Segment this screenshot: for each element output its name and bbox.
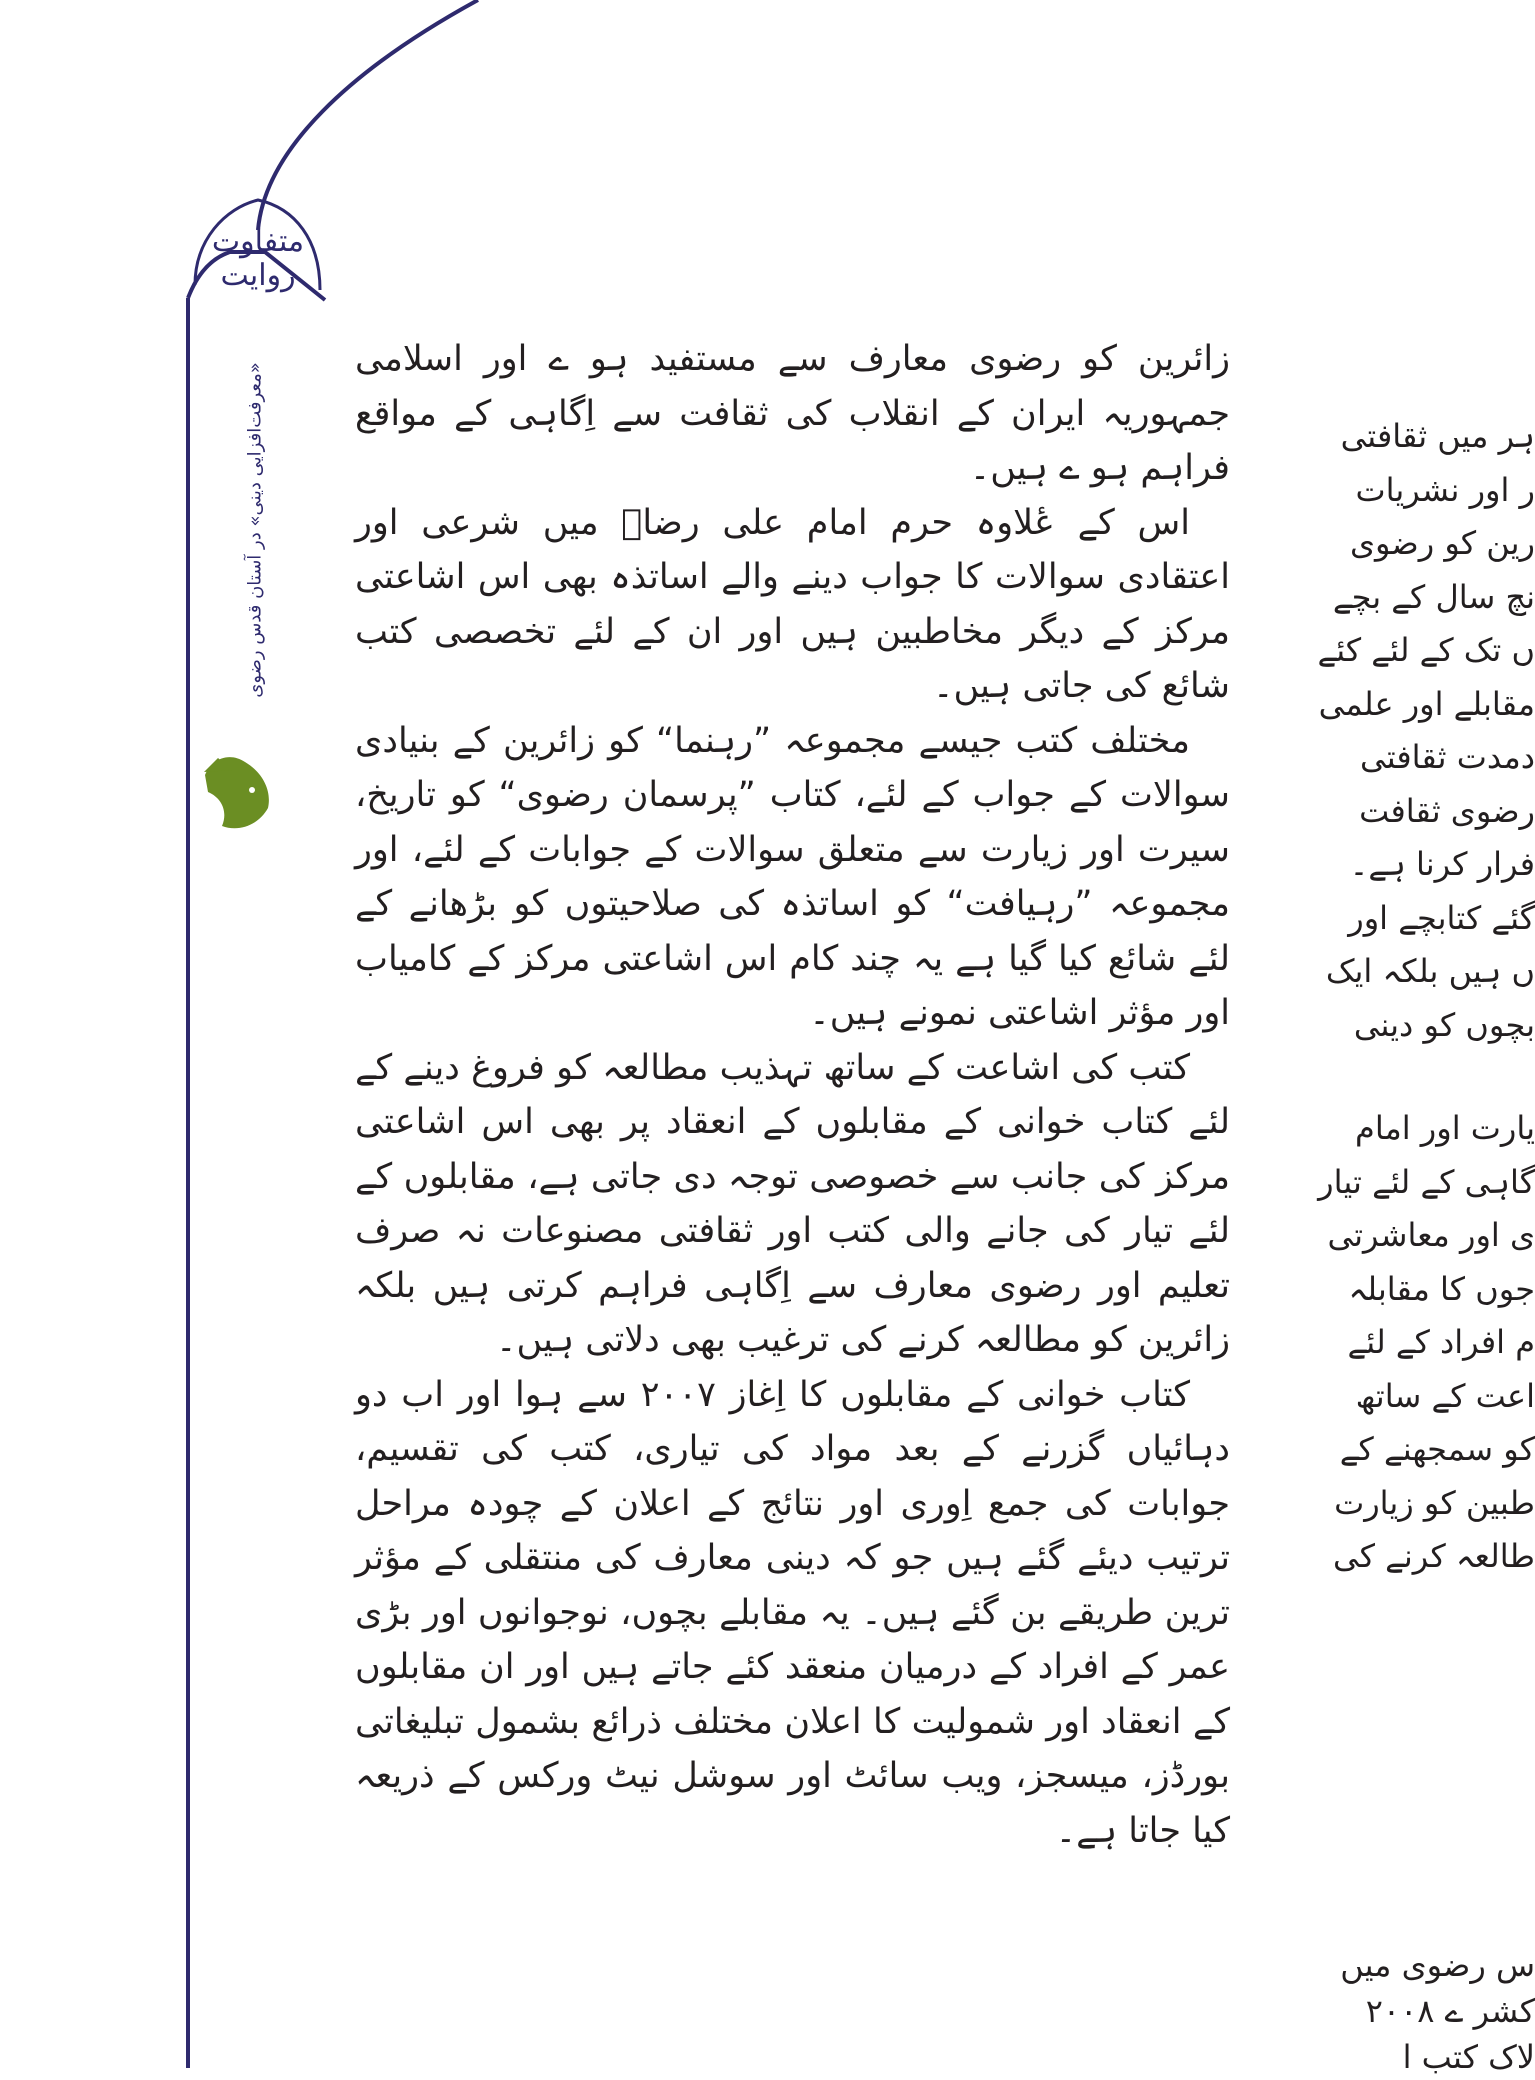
paragraph: کتب کی اشاعت کے ساتھ تہذیب مطالعہ کو فروغ دینے کے لئے کتاب خوانی کے مقابلوں کے انعقاد پر بھی اس اشاعتی مرکز کی جانب سے خصوصی توجہ دی جاتی ہے، مقابلوں کے لئے تیار کی جانے والی کتب اور ثقافتی مصنوعات نہ صرف تعلیم اور رضوی معارف سے اِگاہی فراہم کرتی ہیں بلکہ زائرین کو مطالعہ کرنے کی ترغیب بھی دلاتی ہیں۔ [355,1047,1230,1360]
side-line: یارت اور امام [1355,1109,1535,1147]
paragraph: مختلف کتب جیسے مجموعہ ”رہنما“ کو زائرین کے بنیادی سوالات کے جواب کے لئے، کتاب ”پرسمان رضوی“ کو تاریخ، سیرت اور زیارت سے متعلق سوالات کے جوابات کے لئے، اور مجموعہ ”رہیافت“ کو اساتذہ کی صلاحیتوں کو بڑھانے کے لئے شائع کیا گیا ہے یہ چند کام اس اشاعتی مرکز کے کامیاب اور مؤثر اشاعتی نمونے ہیں۔ [355,720,1230,1033]
side-line: طبین کو زیارت [1334,1483,1535,1522]
side-line: رضوی ثقافت [1359,791,1535,830]
side-line: م افراد کے لئے [1347,1323,1535,1361]
side-line: گئے کتابچے اور [1348,898,1535,937]
side-line: ہر میں ثقافتی [1340,417,1535,455]
side-line: ں ہیں بلکہ ایک [1325,952,1535,990]
side-line: ں تک کے لئے کئے [1317,631,1535,669]
side-line: نچ سال کے بچے [1332,577,1535,616]
side-line: اعت کے ساتھ [1355,1376,1535,1415]
side-line: جوں کا مقابلہ [1348,1269,1535,1308]
paragraph: کتاب خوانی کے مقابلوں کا اِغاز ۲۰۰۷ سے ہوا اور اب دو دہائیاں گزرنے کے بعد مواد کی تیاری، کتب کی تقسیم، جوابات کی جمع اِوری اور نتائج کے اعلان کے چودہ مراحل ترتیب دیئے گئے ہیں جو کہ دینی معارف کی منتقلی کے مؤثر ترین طریقے بن گئے ہیں۔ یہ مقابلے بچوں، نوجوانوں اور بڑی عمر کے افراد کے درمیان منعقد کئے جاتے ہیں اور ان مقابلوں کے انعقاد اور شمولیت کا اعلان مختلف ذرائع بشمول تبلیغاتی بورڈز، میسجز، ویب سائٹ اور سوشل نیٹ ورکس کے ذریعہ کیا جاتا ہے۔ [355,1374,1230,1851]
side-line: گاہی کے لئے تیار [1318,1162,1535,1201]
side-text-column-bottom [1275,1942,1535,2080]
side-line: ی اور معاشرتی [1327,1216,1535,1254]
side-line: فرار کرنا ہے۔ [1349,845,1535,883]
frame-top-curve [258,0,478,230]
side-line: دمدت ثقافتی [1360,738,1535,776]
side-line: طالعہ کرنے کی [1333,1537,1535,1575]
side-line: کو سمجھنے کے [1339,1430,1535,1468]
bird-ornament-icon [204,757,269,828]
side-text-column [1275,410,1535,1584]
side-line: رین کو رضوی [1349,524,1535,562]
side-line: لاک کتب ا [1402,2038,1535,2076]
main-text-column [355,332,1230,1858]
side-line: ر اور نشریات [1355,470,1535,509]
paragraph: اس کے عٔلاوہ حرم امام علی رضاؑ میں شرعی اور اعتقادی سوالات کا جواب دینے والے اساتذہ بھی اس اشاعتی مرکز کے دیگر مخاطبین ہیں اور ان کے لئے تخصصی کتب شائع کی جاتی ہیں۔ [355,502,1230,706]
vertical-caption: «معرفت‌افزایی دینی» در آستان قدس رضوی [244,362,266,698]
side-line: بچوں کو دینی [1353,1005,1535,1044]
side-line: کشر ے ۲۰۰۸ [1365,1992,1535,2030]
paragraph: زائرین کو رضوی معارف سے مستفید ہو ے اور اسلامی جمہوریہ ایران کے انقلاب کی ثقافت سے اِگاہی کے مواقع فراہم ہو ے ہیں۔ [355,339,1230,488]
logo-text: متفاوت روایت [211,224,305,293]
side-line: س رضوی میں [1340,1946,1535,1984]
side-line: مقابلے اور علمی [1318,684,1535,723]
